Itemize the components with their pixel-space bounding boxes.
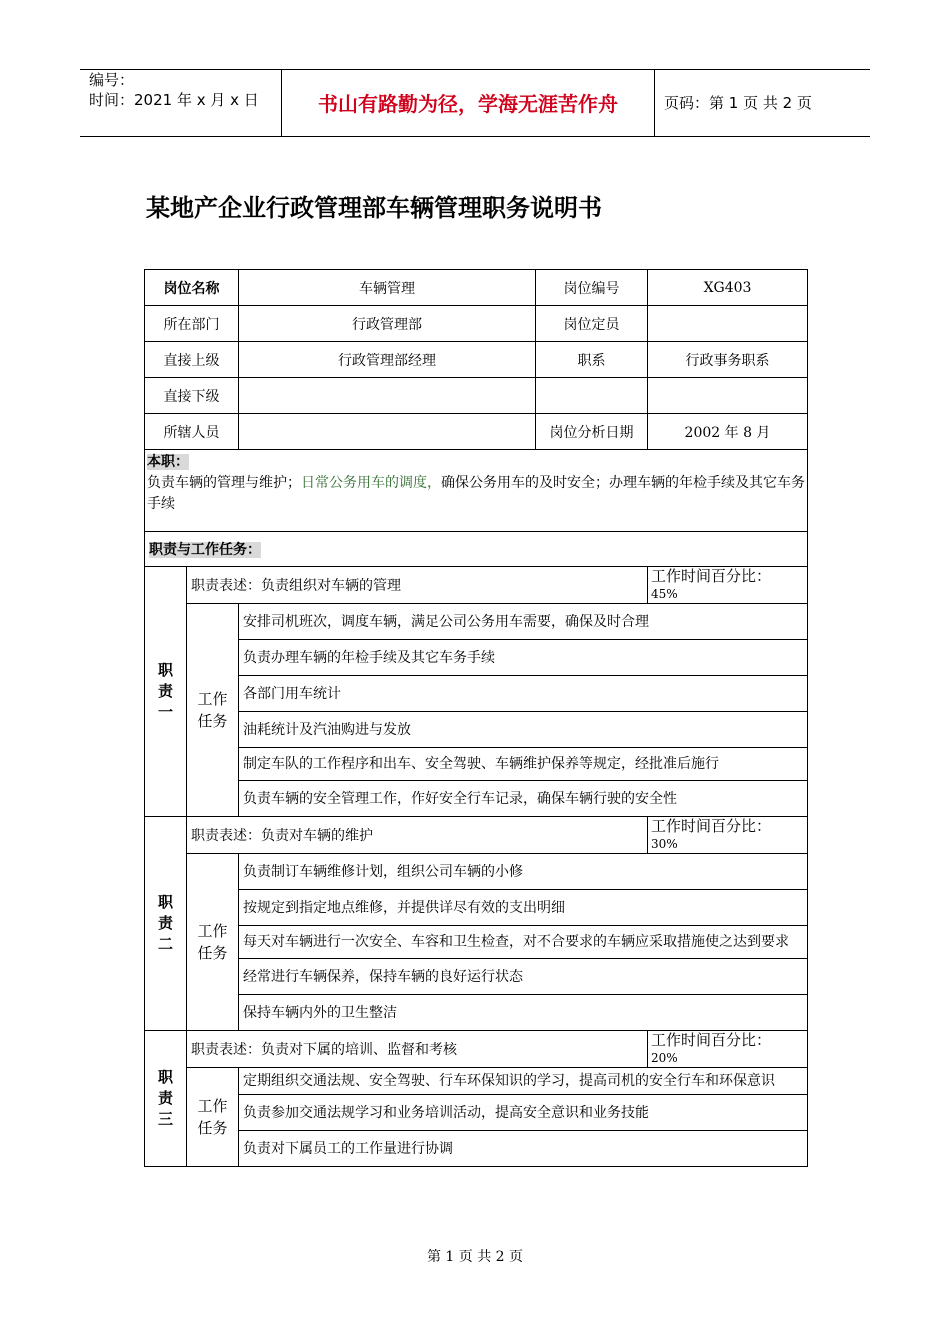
duty-2-task-row <box>145 995 808 1031</box>
subordinate-label: 直接下级 <box>145 378 239 414</box>
duty-1-task-row <box>145 640 808 676</box>
task-item: 负责办理车辆的年检手续及其它车务手续 <box>239 640 808 676</box>
duty-3-label: 职责三 <box>145 1031 187 1167</box>
dept-label: 所在部门 <box>145 306 239 342</box>
duty-3-desc-row <box>145 1031 808 1068</box>
document-title: 某地产企业行政管理部车辆管理职务说明书 <box>146 193 602 222</box>
post-name-value: 车辆管理 <box>239 270 536 306</box>
task-item: 各部门用车统计 <box>239 676 808 712</box>
duties-header-row <box>145 532 808 567</box>
task-item: 经常进行车辆保养，保持车辆的良好运行状态 <box>239 959 808 995</box>
superior-label: 直接上级 <box>145 342 239 378</box>
task-item: 负责车辆的安全管理工作，作好安全行车记录，确保车辆行驶的安全性 <box>239 781 808 817</box>
duties-header-cell <box>145 532 808 567</box>
duty-3-task-row <box>145 1095 808 1131</box>
doc-time-label: 时间：2021 年 x 月 x 日 <box>89 91 259 109</box>
duty-2-percent-label: 工作时间百分比： <box>651 817 772 835</box>
headcount-label: 岗位定员 <box>536 306 648 342</box>
role-text-3: 确保公务用车的及时安全；办理车辆的年检手续及其它车务手续 <box>147 475 805 512</box>
info-row-dept <box>145 306 808 342</box>
empty-cell <box>648 378 808 414</box>
duty-2-task-row <box>145 926 808 959</box>
duty-1-task-label: 工作任务 <box>187 604 239 817</box>
managed-label: 所辖人员 <box>145 414 239 450</box>
managed-value <box>239 414 536 450</box>
task-item: 按规定到指定地点维修，并提供详尽有效的支出明细 <box>239 890 808 926</box>
duties-label: 职责与工作任务： <box>149 542 261 558</box>
duty-1-task-row <box>145 676 808 712</box>
info-row-superior <box>145 342 808 378</box>
task-item: 制定车队的工作程序和出车、安全驾驶、车辆维护保养等规定，经批准后施行 <box>239 748 808 781</box>
duty-1-description: 职责表述：负责组织对车辆的管理 <box>187 567 648 604</box>
duty-1-task-row <box>145 781 808 817</box>
subordinate-value <box>239 378 536 414</box>
duty-1-percent-label: 工作时间百分比： <box>651 567 772 585</box>
analysis-date-value: 2002 年 8 月 <box>648 414 808 450</box>
duty-2-percent-cell <box>648 817 808 854</box>
duty-3-task-row <box>145 1068 808 1095</box>
duty-1-task-row <box>145 604 808 640</box>
duty-1-desc-row <box>145 567 808 604</box>
role-cell <box>145 450 808 532</box>
header-motto: 书山有路勤为径，学海无涯苦作舟 <box>318 92 618 116</box>
duty-3-task-label: 工作任务 <box>187 1068 239 1167</box>
series-label: 职系 <box>536 342 648 378</box>
duty-2-task-row <box>145 890 808 926</box>
duty-2-desc-row <box>145 817 808 854</box>
superior-value: 行政管理部经理 <box>239 342 536 378</box>
duty-3-task-row <box>145 1131 808 1167</box>
job-description-table <box>144 269 808 1167</box>
post-name-label: 岗位名称 <box>145 270 239 306</box>
series-value: 行政事务职系 <box>648 342 808 378</box>
duty-2-percent-value: 30% <box>651 837 678 851</box>
task-item: 每天对车辆进行一次安全、车容和卫生检查，对不合要求的车辆应采取措施使之达到要求 <box>239 926 808 959</box>
role-text-2: 日常公务用车的调度， <box>301 475 441 491</box>
headcount-value <box>648 306 808 342</box>
duty-1-percent-value: 45% <box>651 587 678 601</box>
page-footer: 第 1 页 共 2 页 <box>426 1249 524 1265</box>
post-code-value: XG403 <box>648 270 808 306</box>
duty-2-task-label: 工作任务 <box>187 854 239 1031</box>
role-label: 本职： <box>147 454 189 470</box>
duty-2-description: 职责表述：负责对车辆的维护 <box>187 817 648 854</box>
duty-3-percent-value: 20% <box>651 1051 678 1065</box>
role-row <box>145 450 808 532</box>
task-item: 定期组织交通法规、安全驾驶、行车环保知识的学习，提高司机的安全行车和环保意识 <box>239 1068 808 1095</box>
duty-3-percent-cell <box>648 1031 808 1068</box>
duty-3-percent-label: 工作时间百分比： <box>651 1031 772 1049</box>
task-item: 负责对下属员工的工作量进行协调 <box>239 1131 808 1167</box>
header-divider-right <box>654 69 655 136</box>
duty-2-task-row <box>145 959 808 995</box>
duty-2-label: 职责二 <box>145 817 187 1031</box>
duty-1-label: 职责一 <box>145 567 187 817</box>
duty-1-percent-cell <box>648 567 808 604</box>
header-bottom-rule <box>80 136 870 137</box>
task-item: 油耗统计及汽油购进与发放 <box>239 712 808 748</box>
analysis-date-label: 岗位分析日期 <box>536 414 648 450</box>
duty-1-task-row <box>145 712 808 748</box>
page-number-label: 页码：第 1 页 共 2 页 <box>664 94 812 112</box>
info-row-subordinate <box>145 378 808 414</box>
duty-2-task-row <box>145 854 808 890</box>
info-row-managed <box>145 414 808 450</box>
empty-cell <box>536 378 648 414</box>
role-text-1: 负责车辆的管理与维护； <box>147 475 301 491</box>
duty-1-task-row <box>145 748 808 781</box>
post-code-label: 岗位编号 <box>536 270 648 306</box>
dept-value: 行政管理部 <box>239 306 536 342</box>
task-item: 负责制订车辆维修计划，组织公司车辆的小修 <box>239 854 808 890</box>
header-divider-left <box>281 69 282 136</box>
doc-number-label: 编号： <box>89 71 135 89</box>
duty-3-description: 职责表述：负责对下属的培训、监督和考核 <box>187 1031 648 1068</box>
info-row-post <box>145 270 808 306</box>
header-top-rule <box>80 69 870 70</box>
task-item: 负责参加交通法规学习和业务培训活动，提高安全意识和业务技能 <box>239 1095 808 1131</box>
task-item: 安排司机班次，调度车辆，满足公司公务用车需要，确保及时合理 <box>239 604 808 640</box>
task-item: 保持车辆内外的卫生整洁 <box>239 995 808 1031</box>
